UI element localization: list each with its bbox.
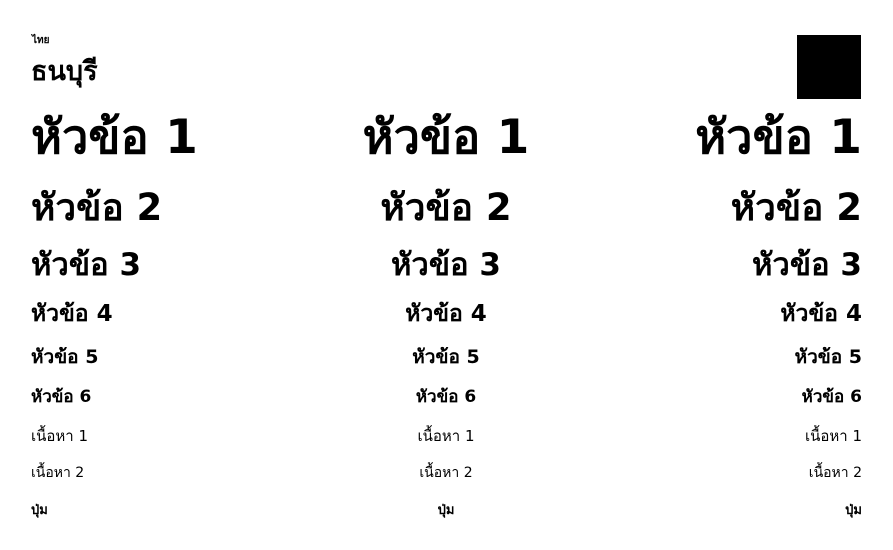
heading1-sample-center: หัวข้อ 1 (362, 110, 530, 165)
heading1-sample-left: หัวข้อ 1 (31, 110, 198, 165)
body2-sample-left: เนื้อหา 2 (31, 465, 85, 481)
heading4-sample-center: หัวข้อ 4 (405, 301, 487, 327)
button-sample-center: ปุ่ม (437, 503, 455, 518)
heading2-sample-center: หัวข้อ 2 (380, 186, 512, 229)
heading5-sample-left: หัวข้อ 5 (31, 346, 99, 368)
heading2-sample-right: หัวข้อ 2 (730, 186, 862, 229)
font-name-title: ธนบุรี (31, 56, 98, 87)
heading2-sample-left: หัวข้อ 2 (31, 186, 163, 229)
left-aligned-column (31, 0, 311, 550)
heading6-sample-center: หัวข้อ 6 (415, 387, 477, 407)
button-sample-right: ปุ่ม (845, 503, 862, 518)
language-label: ไทย (32, 35, 50, 46)
heading4-sample-right: หัวข้อ 4 (780, 301, 862, 327)
heading3-sample-right: หัวข้อ 3 (751, 247, 862, 283)
right-aligned-column (582, 0, 862, 550)
heading3-sample-left: หัวข้อ 3 (31, 247, 142, 283)
body1-sample-right: เนื้อหา 1 (804, 427, 862, 445)
body2-sample-right: เนื้อหา 2 (808, 465, 862, 481)
heading4-sample-left: หัวข้อ 4 (31, 301, 113, 327)
heading3-sample-center: หัวข้อ 3 (390, 247, 501, 283)
heading1-sample-right: หัวข้อ 1 (695, 110, 862, 165)
heading6-sample-right: หัวข้อ 6 (801, 387, 862, 407)
heading6-sample-left: หัวข้อ 6 (31, 387, 92, 407)
center-aligned-column (306, 0, 586, 550)
body1-sample-left: เนื้อหา 1 (31, 427, 89, 445)
heading5-sample-right: หัวข้อ 5 (794, 346, 862, 368)
heading5-sample-center: หัวข้อ 5 (412, 346, 480, 368)
button-sample-left: ปุ่ม (31, 503, 48, 518)
body1-sample-center: เนื้อหา 1 (417, 427, 475, 445)
body2-sample-center: เนื้อหา 2 (419, 465, 473, 481)
